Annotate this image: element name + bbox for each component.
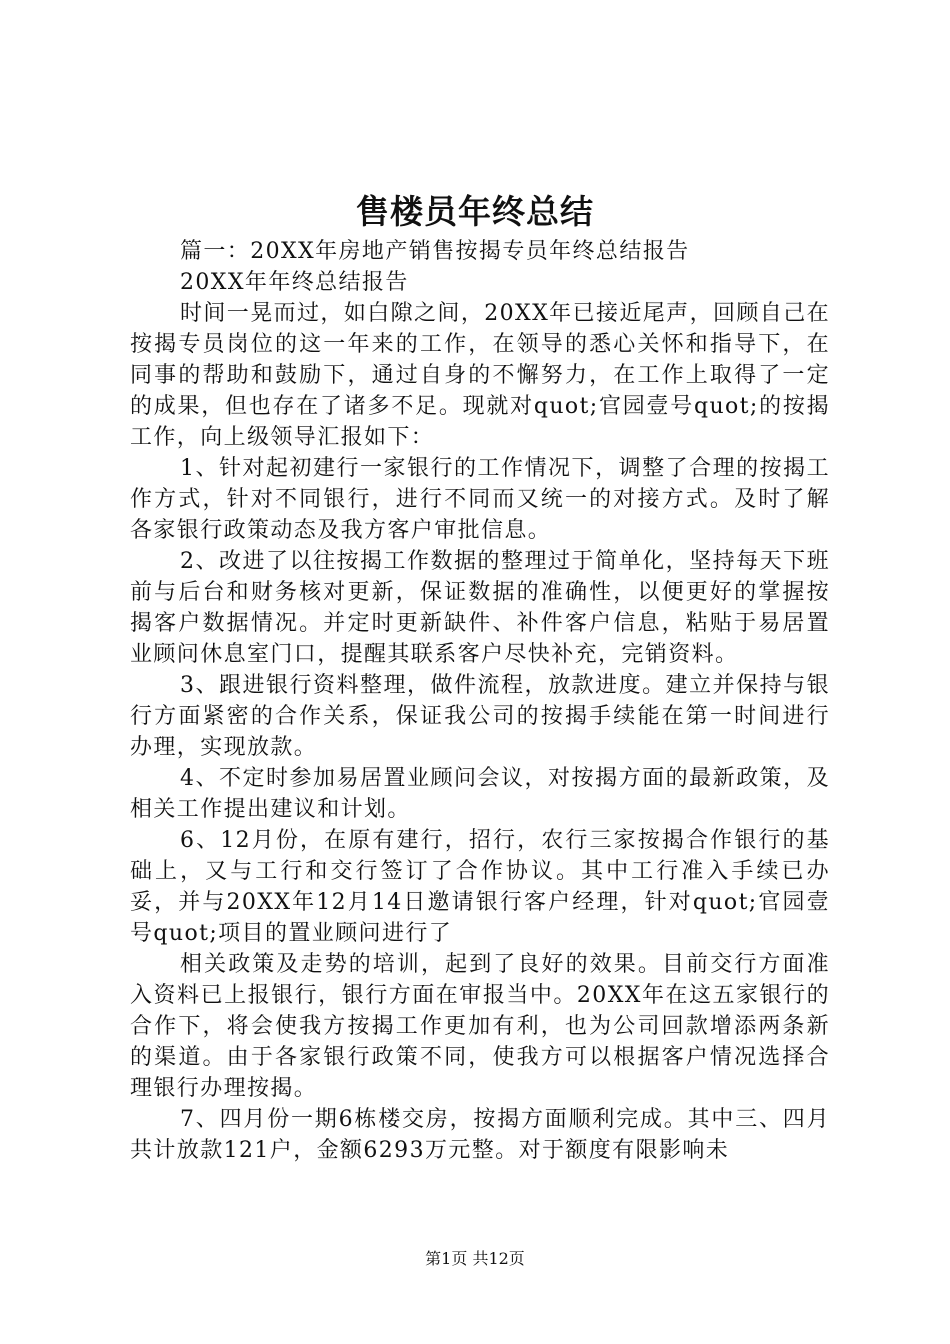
paragraph-intro: 时间一晃而过，如白隙之间，20XX年已接近尾声，回顾自己在按揭专员岗位的这一年来的工作，在领导的悉心关怀和指导下，在同事的帮助和鼓励下，通过自身的不懈努力，在工作上取得了一定的成果，但也存在了诸多不足。现就对quot;官园壹号quot;的按揭工作，向上级领导汇报如下： bbox=[130, 301, 830, 450]
paragraph-item-2: 2、改进了以往按揭工作数据的整理过于简单化，坚持每天下班前与后台和财务核对更新，保证数据的准确性，以便更好的掌握按揭客户数据情况。并定时更新缺件、补件客户信息，粘贴于易居置业顾问休息室门口，提醒其联系客户尽快补充，完销资料。 bbox=[130, 549, 830, 667]
paragraph-item-4: 4、不定时参加易居置业顾问会议，对按揭方面的最新政策，及相关工作提出建议和计划。 bbox=[130, 766, 830, 822]
document-body bbox=[130, 236, 830, 1166]
paragraph-item-3: 3、跟进银行资料整理，做件流程，放款进度。建立并保持与银行方面紧密的合作关系，保证我公司的按揭手续能在第一时间进行办理，实现放款。 bbox=[130, 673, 830, 760]
paragraph-item-6: 6、12月份，在原有建行，招行，农行三家按揭合作银行的基础上，又与工行和交行签订了合作协议。其中工行准入手续已办妥，并与20XX年12月14日邀请银行客户经理，针对quot;官园壹号quot;项目的置业顾问进行了 bbox=[130, 828, 830, 946]
paragraph-continuation: 相关政策及走势的培训，起到了良好的效果。目前交行方面准入资料已上报银行，银行方面在审报当中。20XX年在这五家银行的合作下，将会使我方按揭工作更加有利，也为公司回款增添两条新的渠道。由于各家银行政策不同，使我方可以根据客户情况选择合理银行办理按揭。 bbox=[130, 952, 830, 1101]
section-heading: 篇一：20XX年房地产销售按揭专员年终总结报告 bbox=[180, 239, 690, 264]
document-title: 售楼员年终总结 bbox=[356, 192, 594, 231]
paragraph-item-7: 7、四月份一期6栋楼交房，按揭方面顺利完成。其中三、四月共计放款121户，金额6293万元整。对于额度有限影响未 bbox=[130, 1107, 830, 1163]
page-number-footer: 第1页 共12页 bbox=[425, 1249, 525, 1268]
report-subtitle: 20XX年年终总结报告 bbox=[180, 270, 409, 295]
paragraph-item-1: 1、针对起初建行一家银行的工作情况下，调整了合理的按揭工作方式，针对不同银行，进行不同而又统一的对接方式。及时了解各家银行政策动态及我方客户审批信息。 bbox=[130, 456, 830, 543]
